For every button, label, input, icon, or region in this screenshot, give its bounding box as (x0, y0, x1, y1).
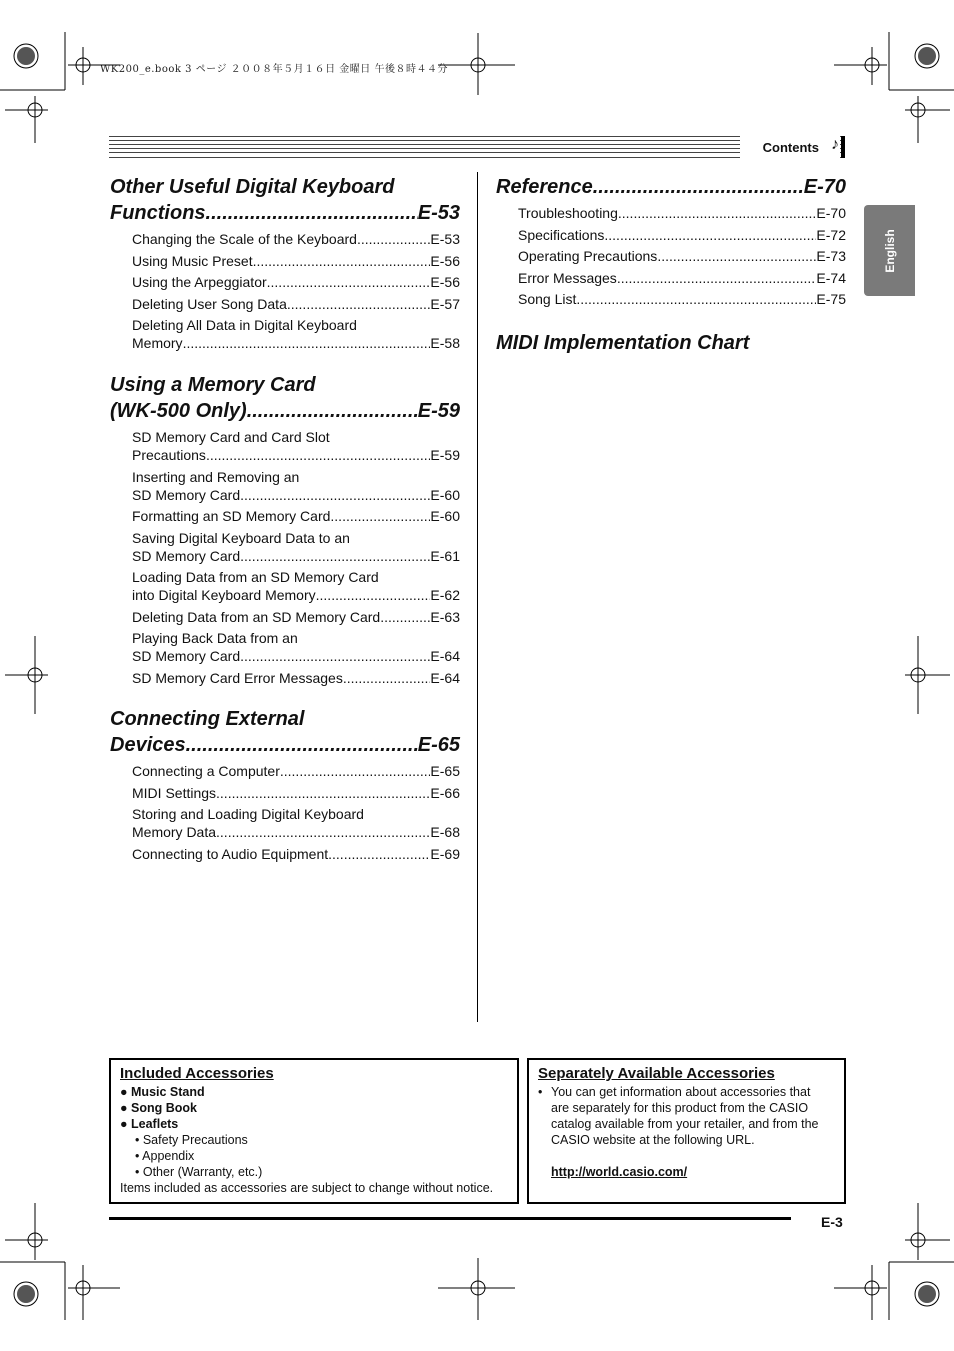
section-heading-line2 (110, 732, 460, 758)
section-heading-line2 (110, 398, 460, 424)
section-heading (496, 174, 846, 200)
toc-entry-page: E-56 (430, 252, 460, 269)
toc-entry-title: Deleting User Song Data (132, 295, 287, 312)
toc-leader-dots (206, 446, 430, 464)
bullet-icon: • (538, 1085, 543, 1099)
toc-leader-dots (316, 586, 431, 604)
toc-entry-title: Formatting an SD Memory Card (132, 508, 331, 524)
section-heading-line1: Other Useful Digital Keyboard (110, 176, 395, 198)
toc-entry-title: Error Messages (518, 269, 617, 286)
toc-entry-title: SD Memory Card (132, 547, 241, 564)
toc-entry-line (518, 290, 846, 308)
toc-entry-page: E-64 (430, 669, 460, 686)
music-note-icon: ♪ (831, 136, 839, 153)
section-heading-line (496, 174, 846, 200)
toc-entry-line1: Loading Data from an SD Memory Card (132, 569, 379, 585)
toc-entry (132, 468, 460, 504)
toc-entry (518, 269, 846, 287)
toc-entry (132, 608, 460, 626)
heading-leader-dots (206, 200, 418, 226)
toc-entry-page: E-72 (816, 226, 846, 243)
section-heading-page: E-70 (803, 176, 846, 198)
section-heading-page: E-65 (417, 734, 460, 756)
section-heading-line2 (110, 200, 460, 226)
toc-entry-line (132, 784, 460, 802)
separate-accessories-box (527, 1058, 846, 1204)
toc-entry-line (132, 295, 460, 313)
toc-entry-line (132, 845, 460, 863)
midi-chart-heading: MIDI Implementation Chart (496, 332, 750, 354)
toc-entry-line (132, 507, 460, 525)
toc-entry-line1: Deleting All Data in Digital Keyboard (132, 317, 357, 333)
toc-entry-title: Changing the Scale of the Keyboard (132, 231, 357, 247)
toc-entry (132, 669, 460, 687)
toc-entry-title: Memory Data (132, 824, 217, 840)
toc-leader-dots (357, 230, 430, 248)
toc-entry-page: E-61 (430, 547, 460, 564)
toc-entry (132, 762, 460, 780)
toc-leader-dots (343, 669, 431, 687)
toc-entry-line1: SD Memory Card and Card Slot (132, 429, 330, 445)
toc-entry-line (132, 608, 460, 626)
toc-entry-title: Operating Precautions (518, 248, 658, 264)
toc-entry-title: Specifications (518, 226, 605, 243)
section-heading-page: E-59 (417, 400, 460, 422)
separate-accessories-line: catalog available from your retailer, and from the (551, 1117, 819, 1131)
heading-leader-dots (247, 398, 418, 424)
separate-accessories-line: are separately for this product from the CASIO (551, 1101, 809, 1115)
toc-leader-dots (216, 784, 430, 802)
toc-entry (132, 428, 460, 464)
heading-leader-dots (593, 174, 804, 200)
included-accessories-box (109, 1058, 519, 1204)
toc-entry-line (132, 547, 460, 565)
toc-entry-line1: Playing Back Data from an (132, 630, 298, 646)
toc-entry-page: E-57 (430, 295, 460, 312)
leaflet-item: • Safety Precautions (135, 1133, 248, 1147)
toc-entry-title: SD Memory Card (132, 486, 241, 503)
toc-entry-line (132, 669, 460, 687)
toc-entry (132, 805, 460, 841)
toc-entry-page: E-58 (430, 335, 460, 351)
toc-entry-page: E-63 (430, 608, 460, 625)
accessory-item: ● Music Stand (120, 1085, 205, 1099)
toc-entry-page: E-66 (430, 784, 460, 801)
toc-entry (518, 226, 846, 244)
toc-entry (518, 290, 846, 308)
toc-entry-line (518, 226, 846, 244)
toc-leader-dots (183, 334, 431, 352)
language-tab-label: English (882, 228, 897, 273)
toc-entry (132, 784, 460, 802)
section-heading (110, 372, 460, 424)
toc-leader-dots (216, 823, 430, 841)
language-tab (864, 205, 915, 296)
toc-entry (132, 568, 460, 604)
toc-entry-title: Song List (518, 291, 577, 307)
toc-entry-line (132, 252, 460, 270)
toc-leader-dots (328, 845, 430, 863)
section-heading-title: (WK-500 Only) (110, 400, 247, 422)
toc-leader-dots (618, 204, 817, 222)
toc-entry-title: Using Music Preset (132, 252, 253, 269)
toc-entry (132, 252, 460, 270)
toc-entry-line (518, 269, 846, 287)
toc-section (110, 706, 460, 866)
toc-entry-title: Connecting to Audio Equipment (132, 845, 329, 862)
toc-leader-dots (240, 547, 430, 565)
toc-entry (132, 230, 460, 248)
toc-section (496, 174, 846, 312)
accessory-item: ● Leaflets (120, 1117, 179, 1131)
toc-leader-dots (617, 269, 817, 287)
accessory-item: ● Song Book (120, 1101, 197, 1115)
header-label: Contents (762, 140, 819, 155)
toc-entry-title: into Digital Keyboard Memory (132, 587, 316, 603)
toc-entry-line1: Saving Digital Keyboard Data to an (132, 529, 350, 546)
toc-entry-line (132, 486, 460, 504)
toc-leader-dots (267, 273, 431, 291)
toc-entry-line (132, 762, 460, 780)
toc-entry-title: MIDI Settings (132, 784, 217, 801)
section-heading-title: Devices (110, 734, 186, 756)
toc-entry-line (132, 586, 460, 604)
toc-entry-page: E-53 (430, 231, 460, 247)
footer-rule (109, 1217, 791, 1220)
toc-entry (518, 247, 846, 265)
toc-entry-line1: Inserting and Removing an (132, 468, 300, 485)
toc-entry-page: E-64 (430, 648, 460, 664)
toc-leader-dots (280, 762, 431, 780)
toc-items (496, 204, 846, 308)
toc-entry-line (518, 204, 846, 222)
toc-entry-title: SD Memory Card (132, 648, 241, 664)
toc-entry-title: SD Memory Card Error Messages (132, 669, 343, 686)
toc-entry-page: E-68 (430, 824, 460, 840)
toc-leader-dots (240, 647, 430, 665)
included-accessories-list (120, 1084, 508, 1196)
page-number: E-3 (821, 1214, 843, 1230)
toc-leader-dots (576, 290, 816, 308)
toc-entry-title: Memory (132, 335, 183, 351)
toc-leader-dots (253, 252, 431, 270)
casio-url-link[interactable]: http://world.casio.com/ (551, 1165, 688, 1179)
toc-leader-dots (287, 295, 431, 313)
toc-items (110, 230, 460, 352)
toc-entry (132, 295, 460, 313)
toc-entry-line (132, 273, 460, 291)
heading-leader-dots (186, 732, 418, 758)
toc-entry-page: E-62 (430, 587, 460, 603)
toc-entry-page: E-56 (430, 274, 460, 290)
section-heading (110, 174, 460, 226)
toc-entry (132, 845, 460, 863)
toc-entry-page: E-59 (430, 447, 460, 463)
toc-entry-line (518, 247, 846, 265)
toc-entry-page: E-74 (816, 269, 846, 286)
toc-leader-dots (380, 608, 430, 626)
leaflet-item: • Other (Warranty, etc.) (135, 1165, 263, 1179)
toc-leader-dots (657, 247, 816, 265)
toc-items (110, 762, 460, 863)
toc-entry-page: E-75 (816, 291, 846, 307)
toc-entry (132, 316, 460, 352)
toc-entry-page: E-69 (430, 845, 460, 862)
section-heading-page: E-53 (417, 202, 460, 224)
toc-leader-dots (240, 486, 430, 504)
section-heading (110, 706, 460, 758)
toc-entry (132, 529, 460, 565)
toc-entry-page: E-65 (430, 763, 460, 779)
toc-entry (132, 273, 460, 291)
column-divider (477, 172, 478, 1022)
toc-entry-page: E-73 (816, 248, 846, 264)
separate-accessories-title: Separately Available Accessories (538, 1065, 775, 1082)
section-heading-line1: Using a Memory Card (110, 374, 316, 396)
toc-entry-title: Troubleshooting (518, 205, 618, 221)
toc-section (110, 174, 460, 356)
toc-entry-line (132, 446, 460, 464)
toc-entry-title: Connecting a Computer (132, 763, 280, 779)
separate-accessories-line: You can get information about accessories that (551, 1085, 811, 1099)
toc-entry-line (132, 647, 460, 665)
toc-entry-line (132, 230, 460, 248)
toc-entry-title: Deleting Data from an SD Memory Card (132, 608, 381, 625)
section-heading-title: Reference (496, 176, 593, 198)
section-heading-line1: Connecting External (110, 708, 305, 730)
toc-leader-dots (330, 507, 430, 525)
toc-entry (518, 204, 846, 222)
contents-header-bar (109, 136, 845, 158)
print-info-line: WK200_e.book 3 ページ ２００８年５月１６日 金曜日 午後８時４４分 (100, 64, 448, 75)
leaflet-item: • Appendix (135, 1149, 195, 1163)
toc-entry (132, 507, 460, 525)
toc-entry-page: E-60 (430, 508, 460, 524)
separate-accessories-paragraph (538, 1084, 835, 1148)
separate-accessories-line: CASIO website at the following URL. (551, 1133, 755, 1147)
toc-entry (132, 629, 460, 665)
toc-items (110, 428, 460, 687)
toc-section (110, 372, 460, 690)
toc-entry-title: Using the Arpeggiator (132, 274, 267, 290)
accessory-note: Items included as accessories are subject to change without notice. (120, 1181, 494, 1195)
toc-entry-page: E-70 (816, 205, 846, 221)
toc-entry-line (132, 823, 460, 841)
included-accessories-title: Included Accessories (120, 1065, 274, 1082)
toc-entry-title: Precautions (132, 447, 206, 463)
toc-leader-dots (604, 226, 816, 244)
toc-entry-line1: Storing and Loading Digital Keyboard (132, 806, 364, 822)
section-heading-title: Functions (110, 202, 206, 224)
toc-entry-line (132, 334, 460, 352)
separate-accessories-text (538, 1084, 835, 1180)
toc-entry-page: E-60 (430, 486, 460, 503)
